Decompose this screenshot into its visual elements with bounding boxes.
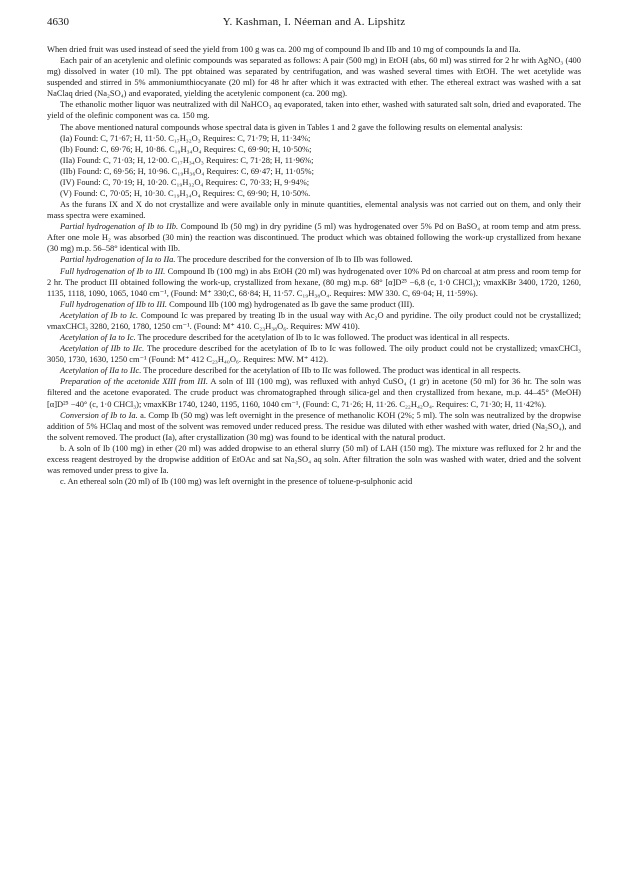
body-paragraph: [47, 177, 581, 188]
body-paragraph: [47, 199, 581, 221]
paragraph-text: a. Comp Ib (50 mg) was left overnight in the presence of methanolic KOH (2%; 5 ml). The soln was neutralized by the dropwise addition of 5% HClaq and most of the solvent was removed under reduced press. The residue was diluted with ether washed with water, dried (Na₂SO₄), and the solvent removed. The product (Ia), after crystallization (30 mg) was found to be identical with the natural product.: [47, 409, 582, 442]
run-in-heading: Conversion of Ib to Ia.: [60, 409, 138, 420]
procedure-paragraph: [47, 365, 581, 376]
paragraph-text: Compound Ic was prepared by treating Ib in the usual way with Ac₂O and pyridine. The oily product could not be crystallized; νmaxCHCl₃ 3280, 2160, 1780, 1250 cm⁻¹. (Found: M⁺ 410. C₂₃H₃₈O₆. Requires: MW 410).: [47, 309, 581, 331]
paragraph-text: Compound Ib (50 mg) in dry pyridine (5 ml) was hydrogenated over 5% Pd on BaSO₄ at room temp and atm press. After one mole H₂ was absorbed (30 min) the reaction was discontinued. The product which was obtained following the work-up crystallized from hexane (30 mg) m.p. 56–58° identical with IIb.: [47, 221, 581, 254]
paragraph-text: (Ib) Found: C, 69·76; H, 10·86. C₁₉H₃₄O₄ Requires: C, 69·90; H, 10·50%;: [60, 143, 312, 154]
procedure-paragraph: [47, 410, 581, 443]
procedure-paragraph: [47, 299, 581, 310]
procedure-paragraph: [47, 332, 581, 343]
page-number: 4630: [47, 16, 69, 28]
paragraph-text: (IV) Found: C, 70·19; H, 10·20. C₁₉H₃₂O₄ Requires: C, 70·33; H, 9·94%;: [60, 176, 310, 187]
paragraph-text: Compound IIb (100 mg) hydrogenated as Ib gave the same product (III).: [167, 298, 415, 309]
paragraph-text: The ethanolic mother liquor was neutralized with dil NaHCO₃ aq evaporated, taken into ether, washed with saturated salt soln, dried and evaporated. The yield of the olefinic component was ca. 150 mg.: [47, 99, 581, 121]
paragraph-text: c. An ethereal soln (20 ml) of Ib (100 mg) was left overnight in the presence of toluene-p-sulphonic acid: [60, 476, 413, 487]
paragraph-text: Compound Ib (100 mg) in abs EtOH (20 ml) was hydrogenated over 10% Pd on charcoal at atm press and room temp for 2 hr. The product III obtained following the work-up, crystallized from hexane, (80 mg) m.p. 68° [α]D²⁵ −6,8 (c, 1·0 CHCl₃); νmaxKBr 3400, 1720, 1260, 1135, 1118, 1090, 1065, 1040 cm⁻¹, (Found: M⁺ 330;C, 68·84; H, 11·57. C₁₉H₃₈O₄. Requires: MW 330. C, 69·04; H, 11·59%).: [47, 265, 581, 298]
procedure-paragraph: [47, 310, 581, 332]
paragraph-text: As the furans IX and X do not crystallize and were available only in minute quantities, elemental analysis was not carried out on them, and only their mass spectra were examined.: [47, 199, 581, 221]
run-in-heading: Partial hydrogenation of Ib to IIb.: [60, 221, 179, 232]
procedure-paragraph: [47, 254, 581, 265]
body-paragraph: [47, 155, 581, 166]
journal-page: [47, 16, 581, 487]
run-in-heading: Preparation of the acetonide XIII from III.: [60, 376, 208, 387]
paragraph-text: The procedure described for the conversion of Ib to IIb was followed.: [175, 254, 413, 265]
run-in-heading: Acetylation of IIb to IIc.: [60, 343, 145, 354]
experimental-text: [47, 44, 581, 487]
run-in-heading: Partial hydrogenation of Ia to IIa.: [60, 254, 176, 265]
body-paragraph: [47, 133, 581, 144]
body-paragraph: [47, 476, 581, 487]
paragraph-text: A soln of III (100 mg), was refluxed with anhyd CuSO₄ (1 gr) in acetone (50 ml) for 36 hr. The soln was filtered and the acetone evaporated. The crude product was chromatographed through silica-gel and then crystallized from hexane, m.p. 44–45° (MeOH) [α]D²⁵ −40° (c, 1·0 CHCl₃); νmaxKBr 1740, 1240, 1195, 1160, 1040 cm⁻¹, (Found: C, 71·26; H, 11·26. C₂₂H₄₂O₄. Requires: C, 71·30; H, 11·42%).: [47, 376, 581, 409]
body-paragraph: [47, 188, 581, 199]
procedure-paragraph: [47, 266, 581, 299]
body-paragraph: [47, 443, 581, 476]
paragraph-text: When dried fruit was used instead of seed the yield from 100 g was ca. 200 mg of compound Ib and IIb and 10 mg of compounds Ia and IIa.: [47, 44, 521, 54]
body-paragraph: [47, 44, 581, 55]
paragraph-text: b. A soln of Ib (100 mg) in ether (20 ml) was added dropwise to an etheral slurry (50 ml) of LAH (150 mg). The mixture was refluxed for 2 hr and the excess reagent destroyed by the dropwise addition of EtOAc and sat Na₂SO₄ aq soln. After filtration the soln was washed with water, dried and the solvent was removed under press to give Ia.: [47, 442, 581, 475]
paragraph-text: The procedure described for the acetylation of IIb to IIc was followed. The product was identical in all respects.: [141, 365, 521, 376]
procedure-paragraph: [47, 221, 581, 254]
body-paragraph: [47, 122, 581, 133]
body-paragraph: [47, 166, 581, 177]
body-paragraph: [47, 144, 581, 155]
body-paragraph: [47, 99, 581, 121]
run-in-heading: Full hydrogenation of IIb to III.: [60, 298, 168, 309]
run-in-heading: Full hydrogenation of Ib to III.: [60, 265, 166, 276]
paragraph-text: (V) Found: C, 70·05; H, 10·30. C₁₉H₃₄O₄ Requires: C, 69·90; H, 10·50%.: [60, 188, 311, 199]
procedure-paragraph: [47, 343, 581, 365]
run-in-heading: Acetylation of IIa to IIc.: [60, 365, 142, 376]
procedure-paragraph: [47, 376, 581, 409]
paragraph-text: The procedure described for the acetylation of Ib to Ic was followed. The product was identical in all respects.: [135, 332, 510, 343]
paragraph-text: The above mentioned natural compounds whose spectral data is given in Tables 1 and 2 gave the following results on elemental analysis:: [60, 121, 523, 132]
run-in-heading: Acetylation of Ib to Ic.: [60, 309, 139, 320]
run-in-heading: Acetylation of Ia to Ic.: [60, 332, 136, 343]
paragraph-text: (IIa) Found: C, 71·03; H, 12·00. C₁₇H₃₄O₃ Requires: C, 71·28; H, 11·96%;: [60, 154, 314, 165]
body-paragraph: [47, 55, 581, 99]
paragraph-text: Each pair of an acetylenic and olefinic compounds was separated as follows: A pair (500 mg) in EtOH (abs, 60 ml) was stirred for 2 hr with AgNO₃ (400 mg) dissolved in water (10 ml). The ppt obtained was separated by centrifugation, and was washed several times with EtOH. The wet acetylide was suspended and stirred in 5% ammoniumthiocyanate (20 ml) for 48 hr after which it was extracted with ether. The ethereal extract was washed with a sat NaClaq dried (Na₂SO₄) and evaporated, yielding the acetylenic component (ca. 200 mg).: [47, 55, 581, 99]
page-header: [47, 16, 581, 36]
running-title: Y. Kashman, I. Néeman and A. Lipshitz: [222, 16, 406, 28]
paragraph-text: The procedure described for the acetylation of Ib to Ic was followed. The oily product could not be crystallized; νmaxCHCl₃ 3050, 1730, 1630, 1250 cm⁻¹ (Found: M⁺ 412 C₂₃H₄₀O₆. Requires: MW. M⁺ 412).: [47, 343, 581, 365]
paragraph-text: (IIb) Found: C, 69·56; H, 10·96. C₁₉H₃₆O₄ Requires: C, 69·47; H, 11·05%;: [60, 165, 314, 176]
paragraph-text: (Ia) Found: C, 71·67; H, 11·50. C₁₇H₃₂O₃ Requires: C, 71·79; H, 11·34%;: [60, 132, 311, 143]
